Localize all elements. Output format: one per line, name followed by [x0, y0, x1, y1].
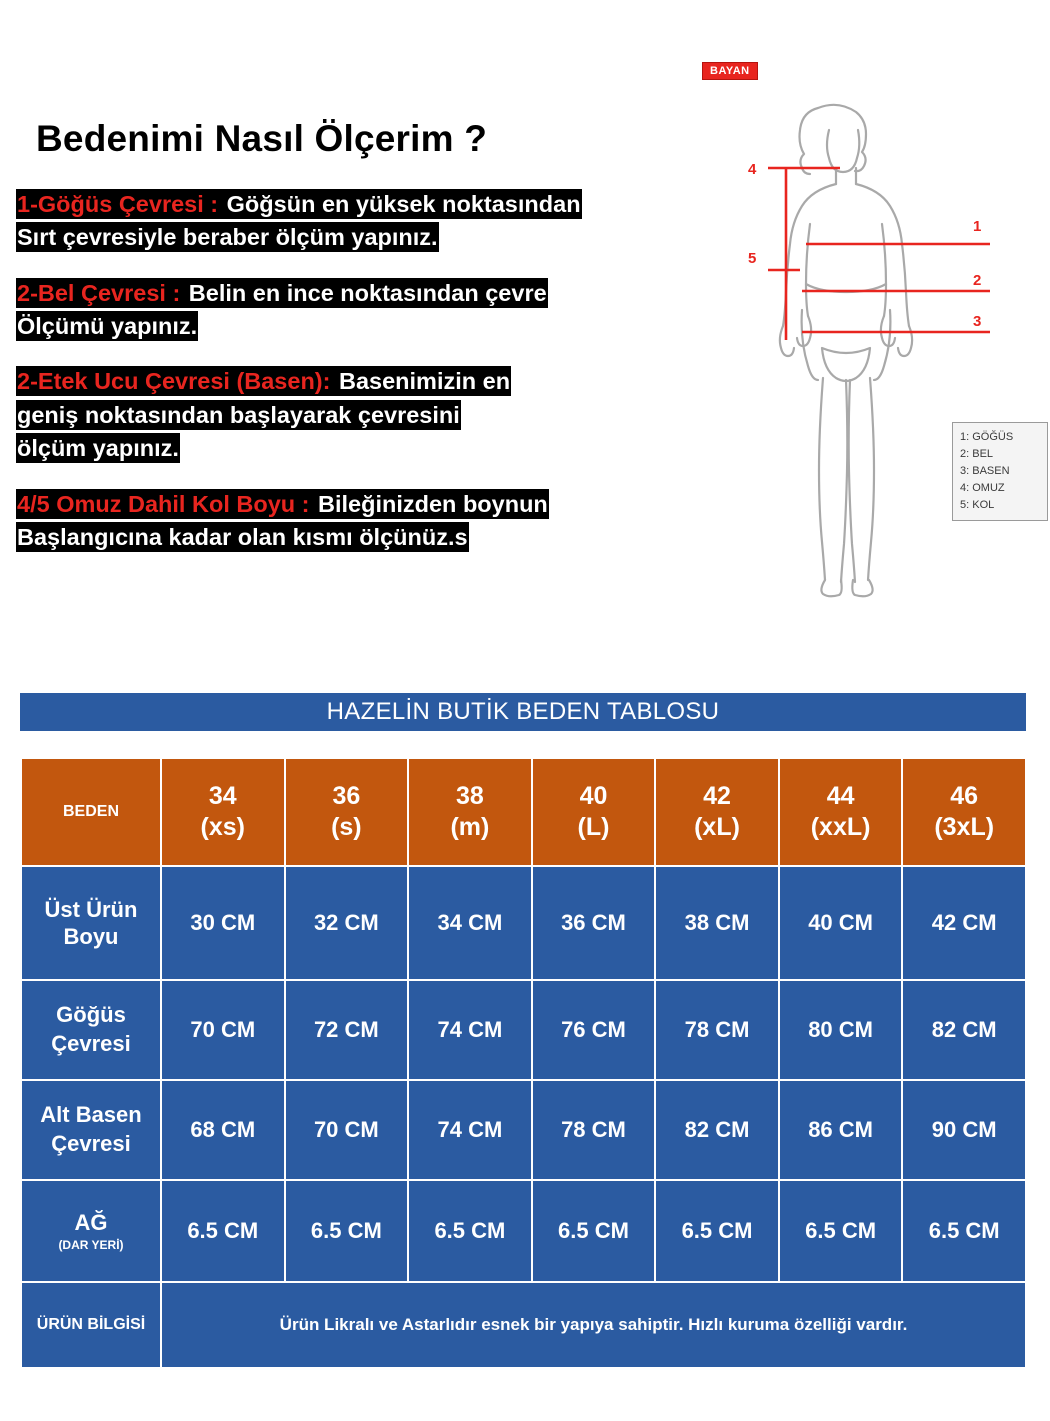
cell-basen-34: 68 CM — [161, 1080, 285, 1180]
instruction-block-waist — [16, 277, 696, 344]
row-label-ag — [21, 1180, 161, 1282]
instruction-block-hip — [16, 365, 696, 465]
table-header-size-46 — [902, 758, 1026, 866]
instruction-text-hip-1: Basenimizin en — [332, 368, 511, 395]
figure-marker-5: 5 — [748, 250, 757, 267]
cell-basen-42: 82 CM — [655, 1080, 779, 1180]
cell-boy-46: 42 CM — [902, 866, 1026, 980]
cell-gogus-40: 76 CM — [532, 980, 656, 1080]
table-header-size-44 — [779, 758, 903, 866]
size-alt-42: (xL) — [694, 813, 740, 841]
table-header-size-38 — [408, 758, 532, 866]
size-alt-46: (3xL) — [934, 813, 995, 841]
instruction-label-hip: 2-Etek Ucu Çevresi (Basen): — [17, 368, 331, 395]
cell-basen-36: 70 CM — [285, 1080, 409, 1180]
size-alt-36: (s) — [331, 813, 362, 841]
size-alt-38: (m) — [450, 813, 490, 841]
cell-ag-42: 6.5 CM — [655, 1180, 779, 1282]
cell-gogus-34: 70 CM — [161, 980, 285, 1080]
cell-basen-46: 90 CM — [902, 1080, 1026, 1180]
legend-item-2: 2: BEL — [960, 448, 994, 461]
instruction-text-sleeve-2: Başlangıcına kadar olan kısmı ölçünüz.s — [17, 523, 468, 550]
size-num-42: 42 — [703, 781, 731, 810]
instruction-text-hip-2: geniş noktasından başlayarak çevresini — [17, 401, 460, 428]
table-row — [21, 1180, 1026, 1282]
cell-gogus-46: 82 CM — [902, 980, 1026, 1080]
page-title: Bedenimi Nasıl Ölçerim ? — [36, 118, 488, 159]
figure-marker-1: 1 — [973, 218, 982, 235]
table-header-size-40 — [532, 758, 656, 866]
cell-boy-38: 34 CM — [408, 866, 532, 980]
cell-ag-34: 6.5 CM — [161, 1180, 285, 1282]
instruction-label-waist: 2-Bel Çevresi : — [17, 279, 181, 306]
table-row — [21, 980, 1026, 1080]
size-alt-40: (L) — [577, 813, 610, 841]
product-info-text: Ürün Likralı ve Astarlıdır esnek bir yapıya sahiptir. Hızlı kuruma özelliği vardır. — [161, 1282, 1026, 1368]
cell-gogus-38: 74 CM — [408, 980, 532, 1080]
figure-gender-tag: BAYAN — [702, 62, 758, 80]
size-num-44: 44 — [826, 781, 855, 810]
figure-marker-4: 4 — [748, 161, 757, 178]
size-num-46: 46 — [950, 781, 979, 810]
instruction-text-hip-3: ölçüm yapınız. — [17, 435, 179, 462]
measurement-instructions — [16, 188, 696, 576]
row-label-gogus-cevresi: Göğüs Çevresi — [21, 980, 161, 1080]
instruction-label-sleeve: 4/5 Omuz Dahil Kol Boyu : — [17, 490, 310, 517]
size-table — [20, 757, 1027, 1369]
size-alt-44: (xxL) — [810, 813, 871, 841]
cell-gogus-42: 78 CM — [655, 980, 779, 1080]
size-num-40: 40 — [579, 781, 608, 810]
table-header-row — [21, 758, 1026, 866]
cell-boy-42: 38 CM — [655, 866, 779, 980]
cell-ag-44: 6.5 CM — [779, 1180, 903, 1282]
legend-item-5: 5: KOL — [960, 499, 995, 512]
cell-boy-36: 32 CM — [285, 866, 409, 980]
cell-gogus-36: 72 CM — [285, 980, 409, 1080]
table-header-size-34 — [161, 758, 285, 866]
instruction-text-bust-1: Göğsün en yüksek noktasından — [220, 191, 581, 217]
row-label-alt-basen-cevresi: Alt Basen Çevresi — [21, 1080, 161, 1180]
table-header-size-42 — [655, 758, 779, 866]
instruction-text-sleeve-1: Bileğinizden boynun — [311, 490, 548, 517]
size-alt-34: (xs) — [200, 813, 246, 841]
cell-boy-44: 40 CM — [779, 866, 903, 980]
cell-gogus-44: 80 CM — [779, 980, 903, 1080]
table-header-label: BEDEN — [21, 758, 161, 866]
row-label-urun-bilgisi: ÜRÜN BİLGİSİ — [21, 1282, 161, 1368]
row-label-ag-main: AĞ — [74, 1209, 108, 1235]
row-label-ag-sub: (DAR YERİ) — [58, 1237, 124, 1252]
legend-item-1: 1: GÖĞÜS — [960, 431, 1014, 443]
cell-ag-38: 6.5 CM — [408, 1180, 532, 1282]
cell-boy-34: 30 CM — [161, 866, 285, 980]
cell-ag-46: 6.5 CM — [902, 1180, 1026, 1282]
instruction-text-waist-2: Ölçümü yapınız. — [17, 313, 198, 340]
cell-ag-36: 6.5 CM — [285, 1180, 409, 1282]
female-body-figure-svg — [690, 48, 1040, 638]
figure-marker-2: 2 — [973, 272, 982, 289]
cell-ag-40: 6.5 CM — [532, 1180, 656, 1282]
table-row — [21, 866, 1026, 980]
instruction-label-bust: 1-Göğüs Çevresi : — [17, 191, 219, 217]
size-table-caption: HAZELİN BUTİK BEDEN TABLOSU — [20, 693, 1026, 731]
cell-basen-38: 74 CM — [408, 1080, 532, 1180]
table-row — [21, 1080, 1026, 1180]
size-num-38: 38 — [456, 781, 484, 810]
instruction-text-waist-1: Belin en ince noktasından çevre — [182, 279, 547, 306]
measurement-diagram — [690, 48, 1040, 638]
size-num-36: 36 — [332, 781, 361, 810]
instruction-block-bust — [16, 188, 696, 255]
figure-marker-3: 3 — [973, 313, 982, 330]
cell-basen-44: 86 CM — [779, 1080, 903, 1180]
size-num-34: 34 — [208, 781, 237, 810]
table-row — [21, 1282, 1026, 1368]
instruction-text-bust-2: Sırt çevresiyle beraber ölçüm yapınız. — [17, 224, 438, 251]
instruction-block-sleeve — [16, 488, 696, 555]
table-header-size-36 — [285, 758, 409, 866]
row-label-ust-urun-boyu: Üst Ürün Boyu — [21, 866, 161, 980]
cell-basen-40: 78 CM — [532, 1080, 656, 1180]
figure-legend — [952, 422, 1048, 521]
cell-boy-40: 36 CM — [532, 866, 656, 980]
legend-item-3: 3: BASEN — [960, 465, 1010, 478]
legend-item-4: 4: OMUZ — [960, 482, 1005, 495]
